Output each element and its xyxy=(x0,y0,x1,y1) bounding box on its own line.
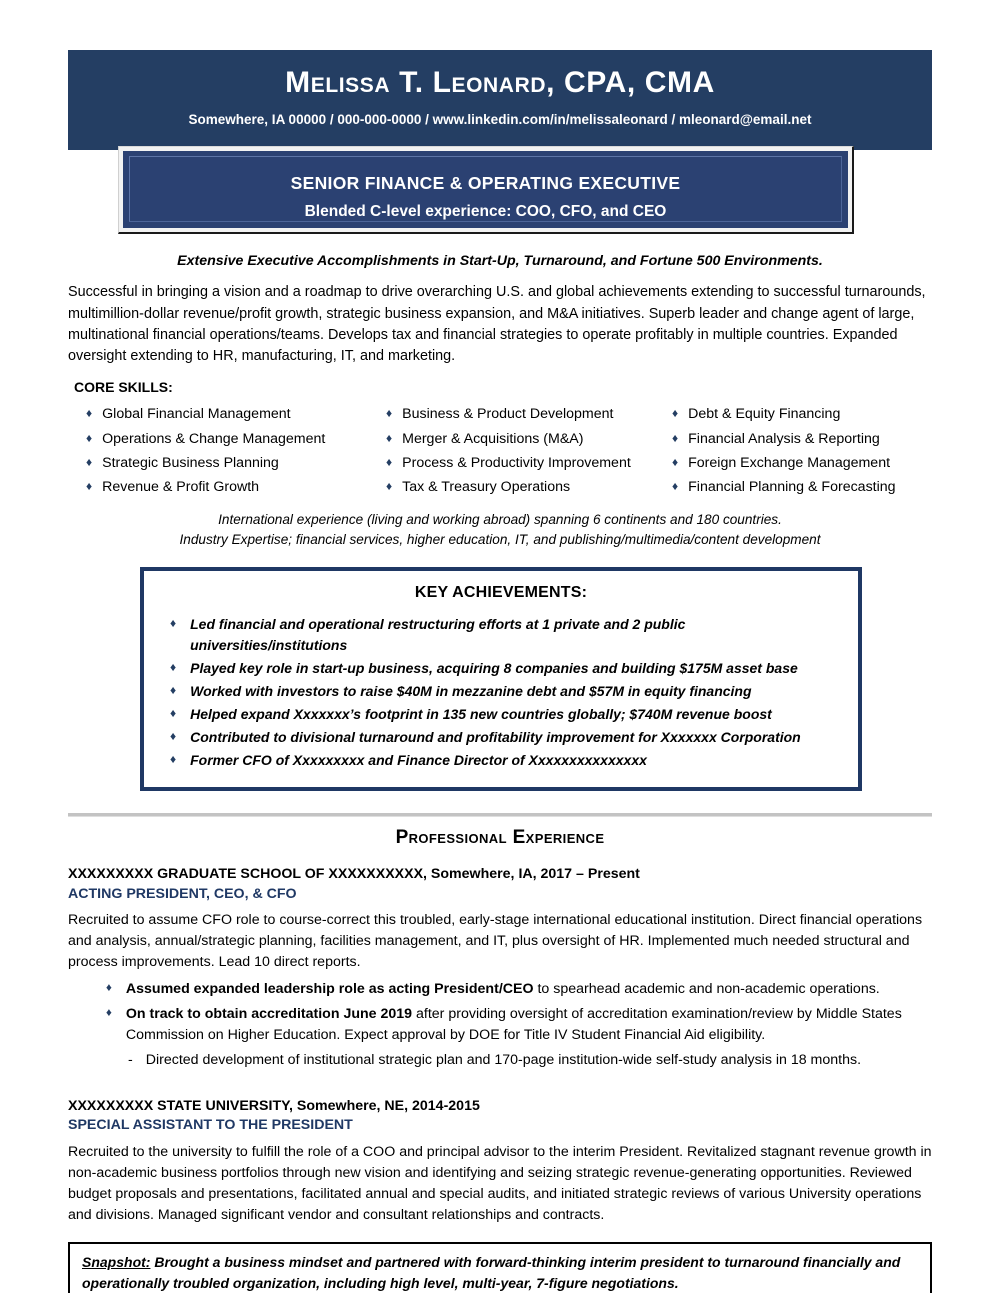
core-skill-label: Process & Productivity Improvement xyxy=(402,455,631,472)
core-skills-label: CORE SKILLS: xyxy=(74,379,173,396)
professional-experience-heading: Professional Experience xyxy=(395,826,605,848)
job-title: ACTING PRESIDENT, CEO, & CFO xyxy=(68,885,297,902)
diamond-bullet-icon: ♦ xyxy=(386,406,393,421)
core-skill-item xyxy=(86,476,386,500)
key-achievements-list xyxy=(144,614,858,773)
diamond-bullet-icon: ♦ xyxy=(386,479,393,494)
snapshot-text: Brought a business mindset and partnered with forward-thinking interim president to turnaround financially and operationally troubled organization, including high level, multi-year, 7-figure negotiations. xyxy=(82,1253,901,1292)
job-description: Recruited to the university to fulfill the role of a COO and principal advisor to the interim President. Revitalized stagnant revenue growth in non-academic business portfolios through new vision and identifying and seizing strategic revenue-generating opportunities. Reviewed budget proposals and presentations, facilitated annual and special audits, and initiated strategic reviews of various University operations and divisions. Managed significant vendor and consultant relationships and contracts. xyxy=(68,1144,932,1223)
diamond-bullet-icon: ♦ xyxy=(86,455,93,470)
key-achievement-text: Former CFO of Xxxxxxxxx and Finance Director of Xxxxxxxxxxxxxxx xyxy=(190,751,647,768)
core-skill-item xyxy=(386,476,672,500)
key-achievement-text: Led financial and operational restructuring efforts at 1 private and 2 public universities/institutions xyxy=(190,615,686,653)
diamond-bullet-icon: ♦ xyxy=(672,430,679,445)
core-skill-item xyxy=(672,452,932,476)
international-line-2: Industry Expertise; financial services, higher education, IT, and publishing/multimedia/content development xyxy=(179,532,821,548)
diamond-bullet-icon: ♦ xyxy=(86,479,93,494)
snapshot-box xyxy=(68,1242,932,1293)
headline-box-inner xyxy=(129,156,842,222)
core-skill-item xyxy=(672,403,932,427)
employer-line: XXXXXXXXX GRADUATE SCHOOL OF XXXXXXXXXX, Somewhere, IA, 2017 – Present xyxy=(68,865,640,882)
snapshot-label: Snapshot: xyxy=(82,1253,151,1270)
key-achievement-item xyxy=(144,750,858,773)
diamond-bullet-icon: ♦ xyxy=(170,705,177,720)
core-skills-grid xyxy=(86,403,932,501)
core-skill-label: Financial Planning & Forecasting xyxy=(688,479,896,496)
job-title: SPECIAL ASSISTANT TO THE PRESIDENT xyxy=(68,1117,353,1134)
international-experience xyxy=(68,510,932,551)
summary-tagline: Extensive Executive Accomplishments in Start-Up, Turnaround, and Fortune 500 Environments. xyxy=(177,253,823,269)
employer-line: XXXXXXXXX STATE UNIVERSITY, Somewhere, NE, 2014-2015 xyxy=(68,1097,480,1114)
job-description: Recruited to assume CFO role to course-correct this troubled, early-stage international educational institution. Direct financial operations and analysis, annual/strategic planning, facilities management, and IT, plus oversight of HR. Implemented much needed structural and process improvements. Lead 10 direct reports. xyxy=(68,912,923,971)
diamond-bullet-icon: ♦ xyxy=(86,406,93,421)
core-skill-label: Revenue & Profit Growth xyxy=(102,479,260,496)
diamond-bullet-icon: ♦ xyxy=(170,728,177,743)
diamond-bullet-icon: ♦ xyxy=(672,455,679,470)
section-divider xyxy=(68,813,932,817)
headline-box-bevel xyxy=(123,151,848,228)
experience-entry xyxy=(68,1097,932,1226)
key-achievement-text: Helped expand Xxxxxxx’s footprint in 135 new countries globally; $740M revenue boost xyxy=(190,705,772,722)
key-achievement-text: Played key role in start-up business, acquiring 8 companies and building $175M asset base xyxy=(190,659,798,676)
key-achievement-item xyxy=(144,658,858,681)
core-skill-item xyxy=(86,428,386,452)
core-skill-item xyxy=(386,428,672,452)
core-skill-item xyxy=(672,428,932,452)
job-bullet-text: Assumed expanded leadership role as acting President/CEO to spearhead academic and non-academic operations. xyxy=(125,981,880,998)
diamond-bullet-icon: ♦ xyxy=(386,430,393,445)
diamond-bullet-icon: ♦ xyxy=(106,982,112,995)
international-line-1: International experience (living and working abroad) spanning 6 continents and 180 countries. xyxy=(218,511,782,527)
job-subbullet xyxy=(68,1050,932,1075)
key-achievement-item xyxy=(144,727,858,750)
key-achievement-item xyxy=(144,681,858,704)
core-skill-label: Foreign Exchange Management xyxy=(688,455,891,472)
header-banner xyxy=(68,50,932,150)
core-skill-label: Strategic Business Planning xyxy=(102,455,279,472)
diamond-bullet-icon: ♦ xyxy=(672,406,679,421)
core-skill-item xyxy=(86,452,386,476)
job-bullet xyxy=(68,979,932,1004)
key-achievements-box xyxy=(140,567,862,791)
experience-entry xyxy=(68,865,932,1075)
job-bullet-emphasis: On track to obtain accreditation June 2019 xyxy=(125,1005,413,1022)
core-skill-item xyxy=(86,403,386,427)
diamond-bullet-icon: ♦ xyxy=(106,1006,112,1019)
diamond-bullet-icon: ♦ xyxy=(170,615,177,630)
key-achievement-item xyxy=(144,704,858,727)
headline-primary: SENIOR FINANCE & OPERATING EXECUTIVE xyxy=(290,173,681,193)
dash-bullet-icon: - xyxy=(128,1051,133,1068)
headline-secondary: Blended C-level experience: COO, CFO, and CEO xyxy=(304,203,667,220)
core-skill-label: Business & Product Development xyxy=(402,406,614,423)
core-skill-label: Merger & Acquisitions (M&A) xyxy=(402,430,584,447)
key-achievement-item xyxy=(144,614,858,658)
job-bullet-text: On track to obtain accreditation June 2019 after providing oversight of accreditation examination/review by Middle States Commission on Higher Education. Expect approval by DOE for Title IV Student Financial Aid eligibility. xyxy=(125,1005,902,1043)
diamond-bullet-icon: ♦ xyxy=(672,479,679,494)
contact-line: Somewhere, IA 00000 / 000-000-0000 / www.linkedin.com/in/melissaleonard / mleonard@email.net xyxy=(188,112,812,127)
candidate-name: Melissa T. Leonard, CPA, CMA xyxy=(285,66,715,99)
job-subbullet-text: Directed development of institutional strategic plan and 170-page institution-wide self-study analysis in 18 months. xyxy=(145,1051,862,1068)
diamond-bullet-icon: ♦ xyxy=(170,751,177,766)
key-achievements-heading: KEY ACHIEVEMENTS: xyxy=(414,583,588,601)
core-skill-item xyxy=(386,452,672,476)
core-skill-label: Tax & Treasury Operations xyxy=(402,479,571,496)
job-bullet xyxy=(68,1004,932,1050)
summary-paragraph: Successful in bringing a vision and a roadmap to drive overarching U.S. and global achievements extending to successful turnarounds, multimillion-dollar revenue/profit growth, strategic business expansion, and M&A initiatives. Superb leader and change agent of large, multinational financial operations/teams. Develops tax and financial strategies to operate profitably in multiple countries. Expanded oversight extending to HR, manufacturing, IT, and marketing. xyxy=(68,284,926,364)
diamond-bullet-icon: ♦ xyxy=(386,455,393,470)
key-achievement-text: Worked with investors to raise $40M in mezzanine debt and $57M in equity financing xyxy=(190,682,752,699)
core-skill-label: Global Financial Management xyxy=(102,406,291,423)
core-skill-label: Financial Analysis & Reporting xyxy=(688,430,880,447)
core-skill-item xyxy=(386,403,672,427)
core-skill-label: Operations & Change Management xyxy=(102,430,326,447)
diamond-bullet-icon: ♦ xyxy=(86,430,93,445)
core-skill-label: Debt & Equity Financing xyxy=(688,406,841,423)
diamond-bullet-icon: ♦ xyxy=(170,659,177,674)
resume-body xyxy=(68,252,932,1293)
diamond-bullet-icon: ♦ xyxy=(170,682,177,697)
headline-box xyxy=(118,146,854,234)
job-bullet-emphasis: Assumed expanded leadership role as acting President/CEO xyxy=(125,981,534,998)
key-achievement-text: Contributed to divisional turnaround and profitability improvement for Xxxxxxx Corporation xyxy=(190,728,801,745)
experience-list xyxy=(68,865,932,1226)
core-skill-item xyxy=(672,476,932,500)
